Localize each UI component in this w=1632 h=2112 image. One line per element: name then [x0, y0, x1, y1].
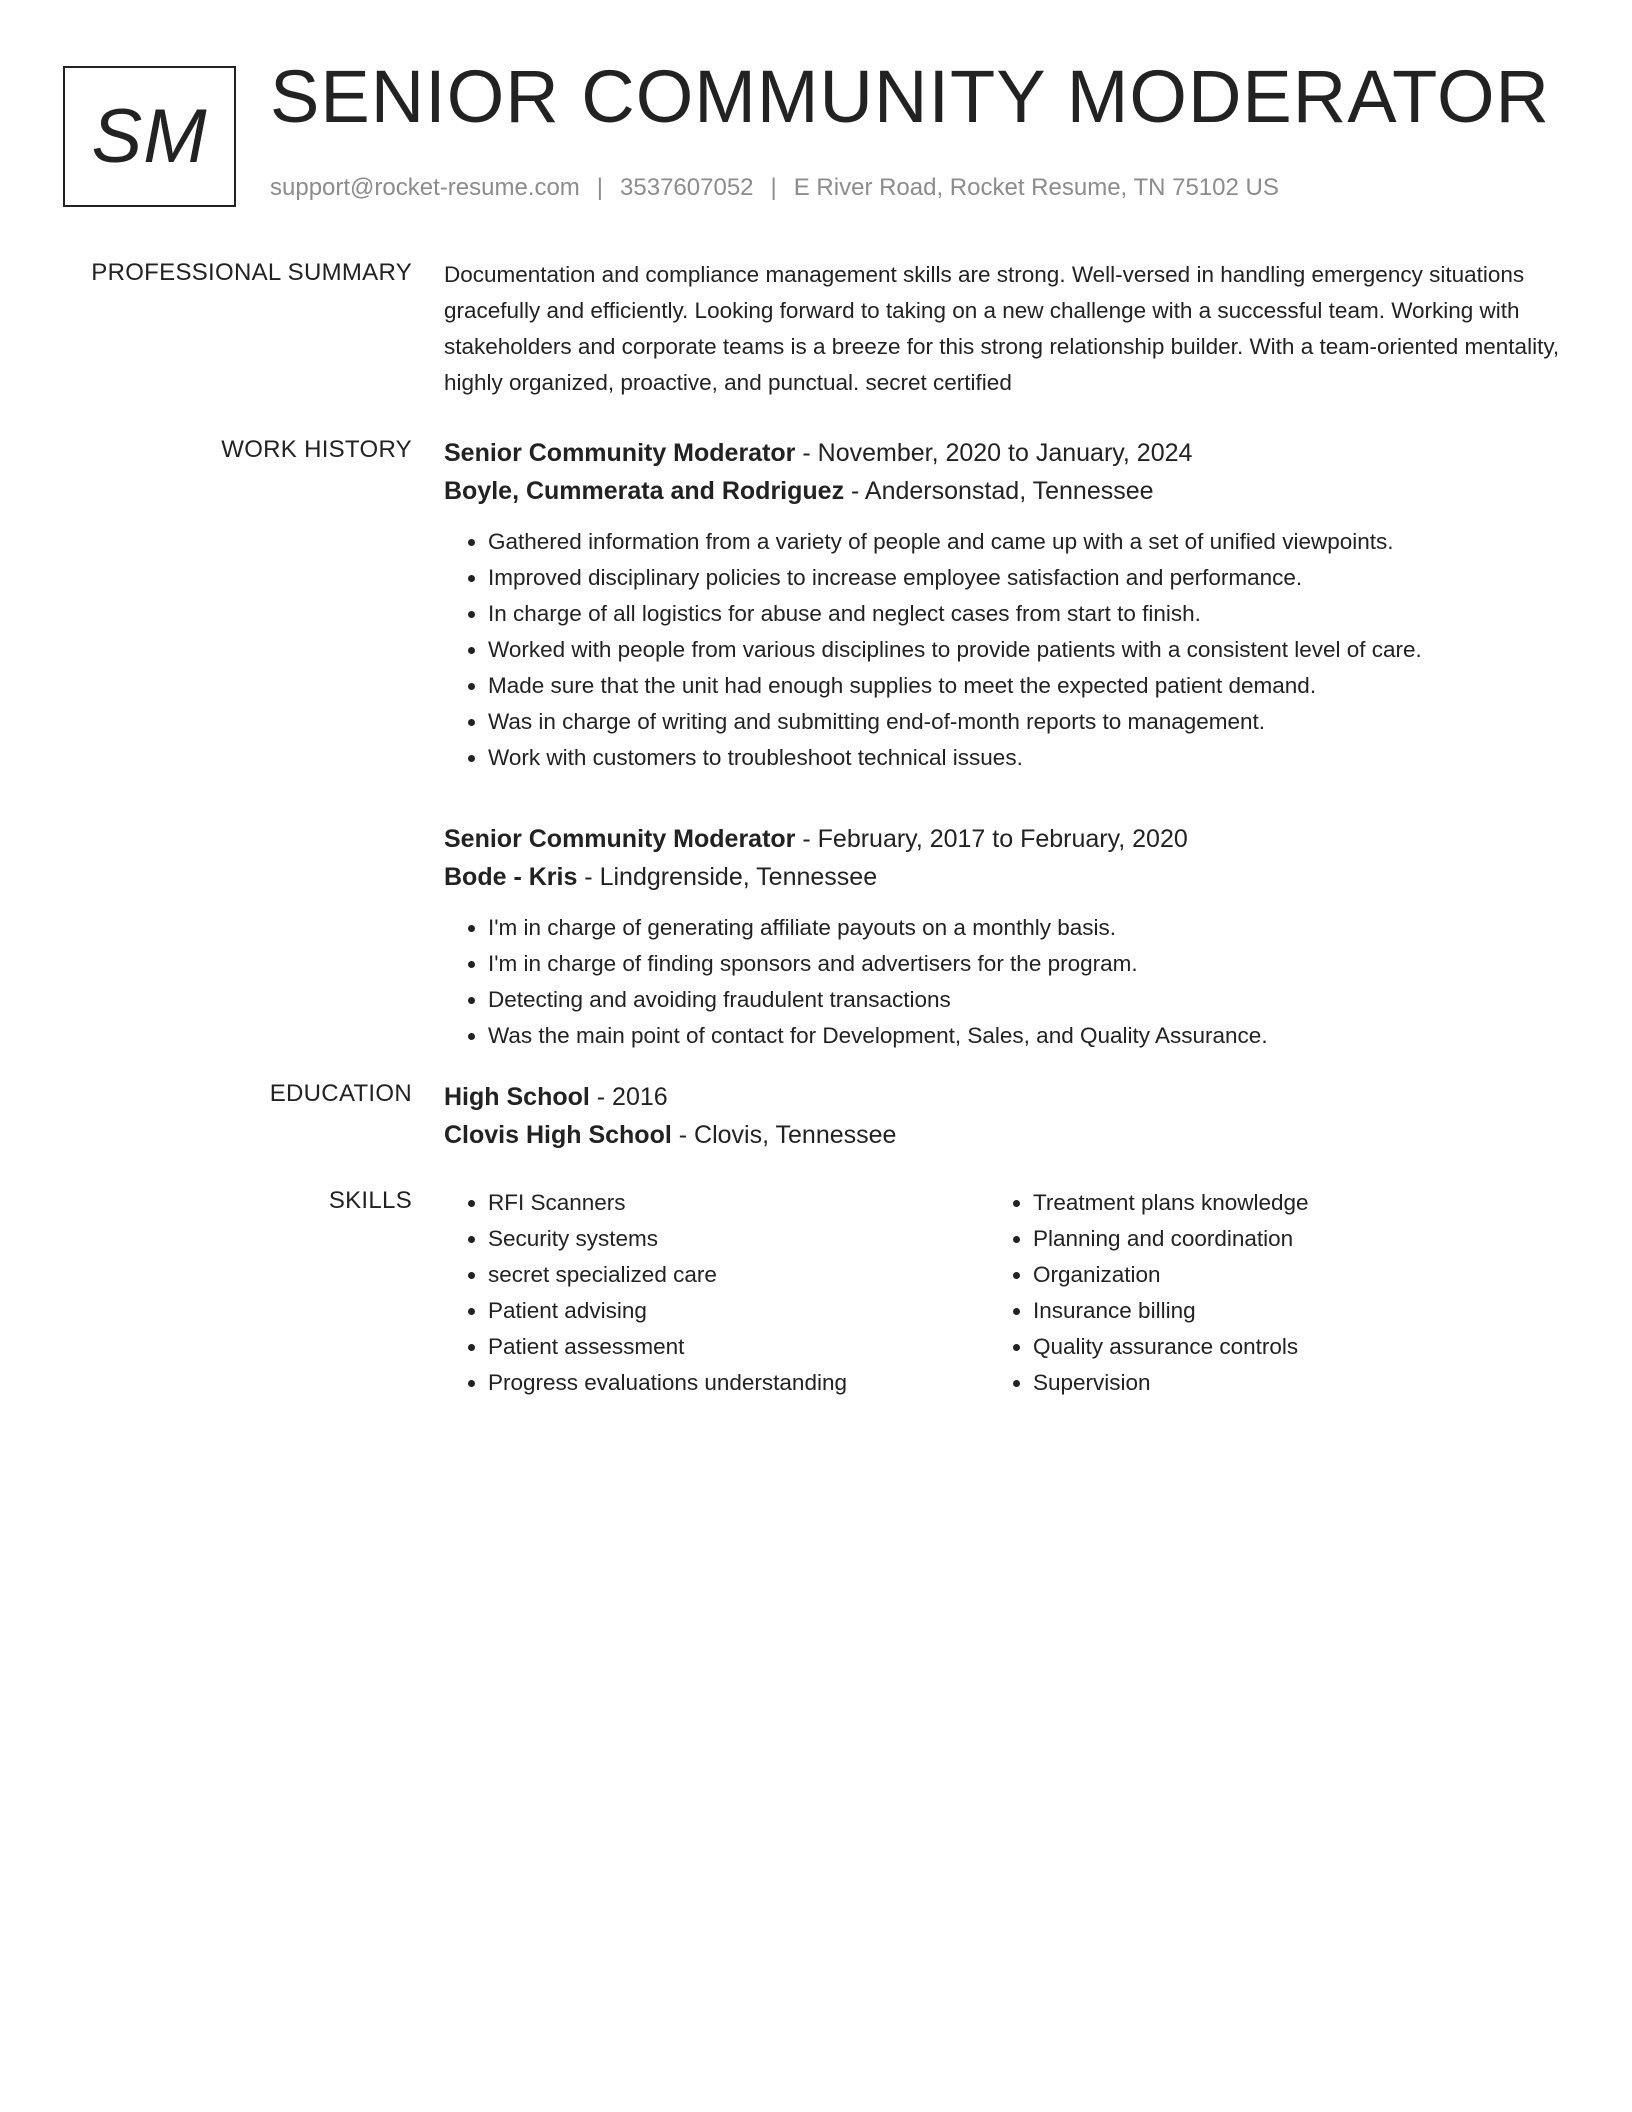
- job-title-line: [444, 820, 1564, 858]
- list-item: • Patient advising: [488, 1293, 989, 1329]
- work-heading: WORK HISTORY: [221, 436, 412, 463]
- job-company: Boyle, Cummerata and Rodriguez: [444, 477, 845, 505]
- contact-separator: |: [770, 174, 777, 201]
- list-item: • Gathered information from a variety of people and came up with a set of unified viewpoints.: [488, 524, 1564, 560]
- job-entry: [444, 820, 1564, 1054]
- contact-line: [270, 174, 1279, 203]
- summary-heading: PROFESSIONAL SUMMARY: [91, 259, 412, 286]
- list-item: • Was the main point of contact for Development, Sales, and Quality Assurance.: [488, 1018, 1564, 1054]
- job-company: Bode - Kris: [444, 863, 578, 891]
- education-school: Clovis High School: [444, 1121, 672, 1149]
- contact-separator: |: [596, 174, 604, 201]
- job-duties-list: [444, 524, 1564, 776]
- summary-paragraph: Documentation and compliance management skills are strong. Well-versed in handling emergency situations gracefully and efficiently. Looking forward to taking on a new challenge with a successful team. Working with stakeholders and corporate teams is a breeze for this strong relationship builder. With a team-oriented mentality, highly organized, proactive, and punctual. secret certified: [444, 262, 1560, 395]
- list-item: • I'm in charge of finding sponsors and advertisers for the program.: [488, 946, 1564, 982]
- education-body: [444, 1078, 1564, 1154]
- contact-phone: 3537607052: [620, 174, 754, 201]
- job-title-line: [444, 434, 1564, 472]
- education-degree-line: [444, 1078, 1564, 1116]
- list-item: • Work with customers to troubleshoot technical issues.: [488, 740, 1564, 776]
- job-company-line: [444, 858, 1564, 896]
- job-title: Senior Community Moderator: [444, 825, 796, 853]
- list-item: • Made sure that the unit had enough supplies to meet the expected patient demand.: [488, 668, 1564, 704]
- list-item: • Security systems: [488, 1221, 989, 1257]
- skills-heading: SKILLS: [328, 1187, 412, 1214]
- contact-address: E River Road, Rocket Resume, TN 75102 US: [793, 174, 1279, 201]
- skills-list-left: [444, 1185, 989, 1401]
- list-item: • Organization: [1033, 1257, 1534, 1293]
- contact-email: support@rocket-resume.com: [270, 174, 580, 201]
- education-school-line: [444, 1116, 1564, 1154]
- job-dates: - November, 2020 to January, 2024: [795, 439, 1193, 467]
- list-item: • In charge of all logistics for abuse and neglect cases from start to finish.: [488, 596, 1564, 632]
- job-location: - Lindgrenside, Tennessee: [577, 863, 878, 891]
- skills-body: [444, 1185, 1564, 1401]
- list-item: • Detecting and avoiding fraudulent transactions: [488, 982, 1564, 1018]
- list-item: • I'm in charge of generating affiliate payouts on a monthly basis.: [488, 910, 1564, 946]
- list-item: • Progress evaluations understanding: [488, 1365, 989, 1401]
- list-item: • Worked with people from various disciplines to provide patients with a consistent level of care.: [488, 632, 1564, 668]
- work-body: [444, 434, 1564, 1054]
- resume-title: SENIOR COMMUNITY MODERATOR: [270, 55, 1550, 138]
- monogram-initials: SM: [91, 93, 208, 179]
- list-item: • Treatment plans knowledge: [1033, 1185, 1534, 1221]
- job-title: Senior Community Moderator: [444, 439, 796, 467]
- list-item: • Improved disciplinary policies to increase employee satisfaction and performance.: [488, 560, 1564, 596]
- summary-body: [444, 257, 1564, 401]
- list-item: • RFI Scanners: [488, 1185, 989, 1221]
- job-dates: - February, 2017 to February, 2020: [795, 825, 1188, 853]
- list-item: • Insurance billing: [1033, 1293, 1534, 1329]
- list-item: • Patient assessment: [488, 1329, 989, 1365]
- list-item: • Supervision: [1033, 1365, 1534, 1401]
- skills-list-right: [989, 1185, 1534, 1401]
- job-entry: [444, 434, 1564, 776]
- education-location: - Clovis, Tennessee: [671, 1121, 897, 1149]
- job-company-line: [444, 472, 1564, 510]
- list-item: • secret specialized care: [488, 1257, 989, 1293]
- list-item: • Planning and coordination: [1033, 1221, 1534, 1257]
- job-location: - Andersonstad, Tennessee: [844, 477, 1154, 505]
- monogram-box: [63, 66, 236, 207]
- education-year: - 2016: [589, 1083, 668, 1111]
- list-item: • Was in charge of writing and submitting end-of-month reports to management.: [488, 704, 1564, 740]
- education-heading: EDUCATION: [269, 1080, 412, 1107]
- list-item: • Quality assurance controls: [1033, 1329, 1534, 1365]
- education-degree: High School: [444, 1083, 590, 1111]
- job-duties-list: [444, 910, 1564, 1054]
